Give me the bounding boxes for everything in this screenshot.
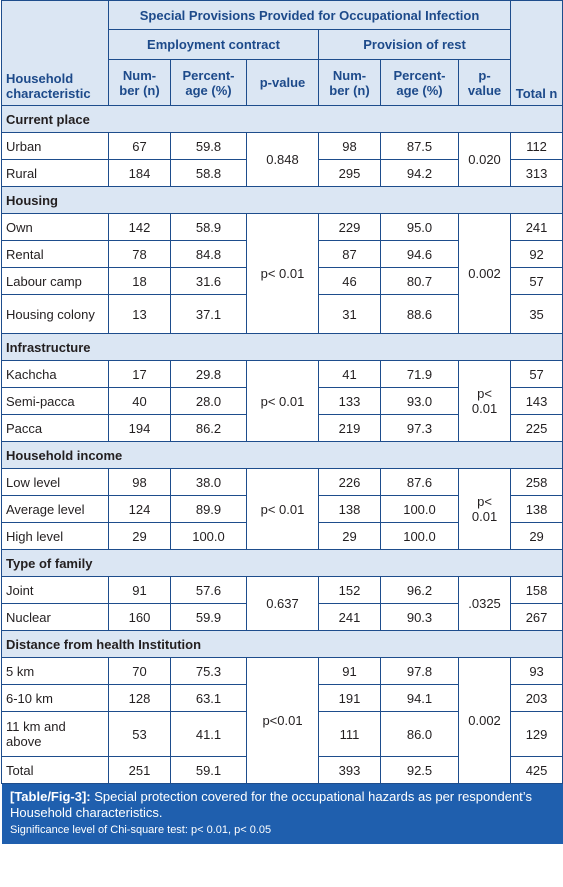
percent-cell-2: 88.6 — [381, 295, 459, 334]
number-cell-1: 251 — [109, 757, 171, 784]
percent-cell-1: 59.8 — [171, 133, 247, 160]
total-cell: 267 — [511, 604, 563, 631]
row-label: Pacca — [2, 415, 109, 442]
percent-cell-1: 86.2 — [171, 415, 247, 442]
table-body — [2, 106, 563, 784]
number-cell-2: 226 — [319, 469, 381, 496]
percent-cell-1: 41.1 — [171, 712, 247, 757]
row-label: Joint — [2, 577, 109, 604]
total-cell: 93 — [511, 658, 563, 685]
employment-contract-header: Employment contract — [109, 30, 319, 60]
total-cell: 158 — [511, 577, 563, 604]
row-label: Own — [2, 214, 109, 241]
pvalue-header-2: p-value — [459, 60, 511, 106]
table-row — [2, 658, 563, 685]
percent-cell-1: 89.9 — [171, 496, 247, 523]
percent-cell-1: 75.3 — [171, 658, 247, 685]
total-cell: 241 — [511, 214, 563, 241]
percent-cell-1: 38.0 — [171, 469, 247, 496]
section-row — [2, 550, 563, 577]
percent-cell-1: 100.0 — [171, 523, 247, 550]
row-label: 5 km — [2, 658, 109, 685]
number-cell-2: 29 — [319, 523, 381, 550]
number-cell-1: 53 — [109, 712, 171, 757]
section-row — [2, 334, 563, 361]
number-header-1: Num-ber (n) — [109, 60, 171, 106]
percent-cell-2: 100.0 — [381, 523, 459, 550]
table-caption — [2, 784, 563, 844]
percent-cell-1: 84.8 — [171, 241, 247, 268]
section-title: Type of family — [2, 550, 563, 577]
pvalue-cell-1: p<0.01 — [247, 658, 319, 784]
row-label: Low level — [2, 469, 109, 496]
total-cell: 112 — [511, 133, 563, 160]
data-table — [1, 0, 563, 784]
total-cell: 258 — [511, 469, 563, 496]
percent-cell-2: 100.0 — [381, 496, 459, 523]
row-label: Urban — [2, 133, 109, 160]
section-title: Current place — [2, 106, 563, 133]
number-cell-1: 184 — [109, 160, 171, 187]
row-label: High level — [2, 523, 109, 550]
row-label: Nuclear — [2, 604, 109, 631]
number-cell-2: 393 — [319, 757, 381, 784]
total-cell: 225 — [511, 415, 563, 442]
table-row — [2, 133, 563, 160]
number-cell-1: 160 — [109, 604, 171, 631]
percent-cell-2: 86.0 — [381, 712, 459, 757]
percent-cell-2: 92.5 — [381, 757, 459, 784]
percent-cell-2: 95.0 — [381, 214, 459, 241]
total-cell: 57 — [511, 361, 563, 388]
pvalue-cell-2: p< 0.01 — [459, 469, 511, 550]
percent-cell-1: 59.1 — [171, 757, 247, 784]
row-label: 11 km and above — [2, 712, 109, 757]
table-header — [2, 1, 563, 106]
section-title: Household income — [2, 442, 563, 469]
percent-cell-2: 97.8 — [381, 658, 459, 685]
number-cell-1: 128 — [109, 685, 171, 712]
caption-body: Special protection covered for the occupational hazards as per respondent’s Household characteristics. — [10, 789, 532, 820]
section-row — [2, 631, 563, 658]
number-cell-1: 40 — [109, 388, 171, 415]
row-label: Total — [2, 757, 109, 784]
table-row — [2, 469, 563, 496]
number-cell-2: 241 — [319, 604, 381, 631]
number-cell-1: 142 — [109, 214, 171, 241]
number-cell-1: 124 — [109, 496, 171, 523]
total-cell: 425 — [511, 757, 563, 784]
provision-of-rest-header: Provision of rest — [319, 30, 511, 60]
percent-cell-1: 63.1 — [171, 685, 247, 712]
number-cell-2: 111 — [319, 712, 381, 757]
percent-cell-2: 87.5 — [381, 133, 459, 160]
number-cell-1: 67 — [109, 133, 171, 160]
section-title: Infrastructure — [2, 334, 563, 361]
pvalue-cell-2: .0325 — [459, 577, 511, 631]
row-label: 6-10 km — [2, 685, 109, 712]
number-cell-1: 91 — [109, 577, 171, 604]
table-row — [2, 214, 563, 241]
total-cell: 138 — [511, 496, 563, 523]
total-cell: 29 — [511, 523, 563, 550]
percent-cell-2: 71.9 — [381, 361, 459, 388]
row-label: Average level — [2, 496, 109, 523]
percent-cell-1: 58.9 — [171, 214, 247, 241]
row-label: Housing colony — [2, 295, 109, 334]
number-cell-1: 70 — [109, 658, 171, 685]
number-cell-2: 138 — [319, 496, 381, 523]
section-row — [2, 442, 563, 469]
caption-text — [10, 789, 563, 821]
percent-cell-1: 58.8 — [171, 160, 247, 187]
section-row — [2, 106, 563, 133]
number-cell-2: 31 — [319, 295, 381, 334]
number-cell-1: 29 — [109, 523, 171, 550]
percent-cell-2: 87.6 — [381, 469, 459, 496]
number-cell-1: 98 — [109, 469, 171, 496]
row-label: Semi-pacca — [2, 388, 109, 415]
total-cell: 129 — [511, 712, 563, 757]
pvalue-cell-1: p< 0.01 — [247, 469, 319, 550]
number-cell-2: 191 — [319, 685, 381, 712]
row-label: Rental — [2, 241, 109, 268]
table-figure — [1, 0, 562, 844]
percent-header-1: Percent-age (%) — [171, 60, 247, 106]
number-cell-2: 98 — [319, 133, 381, 160]
total-cell: 57 — [511, 268, 563, 295]
percent-cell-1: 57.6 — [171, 577, 247, 604]
number-cell-1: 78 — [109, 241, 171, 268]
pvalue-cell-2: p< 0.01 — [459, 361, 511, 442]
number-cell-2: 219 — [319, 415, 381, 442]
row-label: Rural — [2, 160, 109, 187]
number-cell-1: 13 — [109, 295, 171, 334]
percent-cell-2: 90.3 — [381, 604, 459, 631]
number-cell-2: 152 — [319, 577, 381, 604]
number-cell-2: 295 — [319, 160, 381, 187]
percent-cell-1: 37.1 — [171, 295, 247, 334]
section-title: Distance from health Institution — [2, 631, 563, 658]
section-title: Housing — [2, 187, 563, 214]
number-cell-2: 229 — [319, 214, 381, 241]
table-row — [2, 361, 563, 388]
total-cell: 313 — [511, 160, 563, 187]
percent-cell-2: 93.0 — [381, 388, 459, 415]
caption-tag: [Table/Fig-3]: — [10, 789, 91, 804]
percent-cell-2: 94.6 — [381, 241, 459, 268]
percent-cell-1: 28.0 — [171, 388, 247, 415]
pvalue-cell-2: 0.002 — [459, 214, 511, 334]
number-cell-2: 133 — [319, 388, 381, 415]
section-row — [2, 187, 563, 214]
pvalue-cell-1: p< 0.01 — [247, 214, 319, 334]
table-row — [2, 577, 563, 604]
percent-cell-1: 31.6 — [171, 268, 247, 295]
caption-note: Significance level of Chi-square test: p< 0.01, p< 0.05 — [10, 824, 272, 836]
percent-cell-1: 59.9 — [171, 604, 247, 631]
number-header-2: Num-ber (n) — [319, 60, 381, 106]
total-cell: 35 — [511, 295, 563, 334]
number-cell-1: 194 — [109, 415, 171, 442]
percent-cell-2: 96.2 — [381, 577, 459, 604]
total-cell: 203 — [511, 685, 563, 712]
pvalue-cell-2: 0.002 — [459, 658, 511, 784]
pvalue-cell-1: 0.637 — [247, 577, 319, 631]
number-cell-1: 17 — [109, 361, 171, 388]
pvalue-header-1: p-value — [247, 60, 319, 106]
total-header: Total n — [511, 1, 563, 106]
household-characteristic-header: Household characteristic — [2, 1, 109, 106]
row-label: Kachcha — [2, 361, 109, 388]
number-cell-2: 46 — [319, 268, 381, 295]
pvalue-cell-2: 0.020 — [459, 133, 511, 187]
number-cell-2: 91 — [319, 658, 381, 685]
percent-cell-2: 94.2 — [381, 160, 459, 187]
pvalue-cell-1: 0.848 — [247, 133, 319, 187]
percent-cell-2: 94.1 — [381, 685, 459, 712]
percent-cell-2: 97.3 — [381, 415, 459, 442]
percent-cell-1: 29.8 — [171, 361, 247, 388]
row-label: Labour camp — [2, 268, 109, 295]
number-cell-2: 41 — [319, 361, 381, 388]
number-cell-1: 18 — [109, 268, 171, 295]
percent-header-2: Percent-age (%) — [381, 60, 459, 106]
percent-cell-2: 80.7 — [381, 268, 459, 295]
group-title: Special Provisions Provided for Occupational Infection — [109, 1, 511, 30]
total-cell: 143 — [511, 388, 563, 415]
total-cell: 92 — [511, 241, 563, 268]
number-cell-2: 87 — [319, 241, 381, 268]
pvalue-cell-1: p< 0.01 — [247, 361, 319, 442]
